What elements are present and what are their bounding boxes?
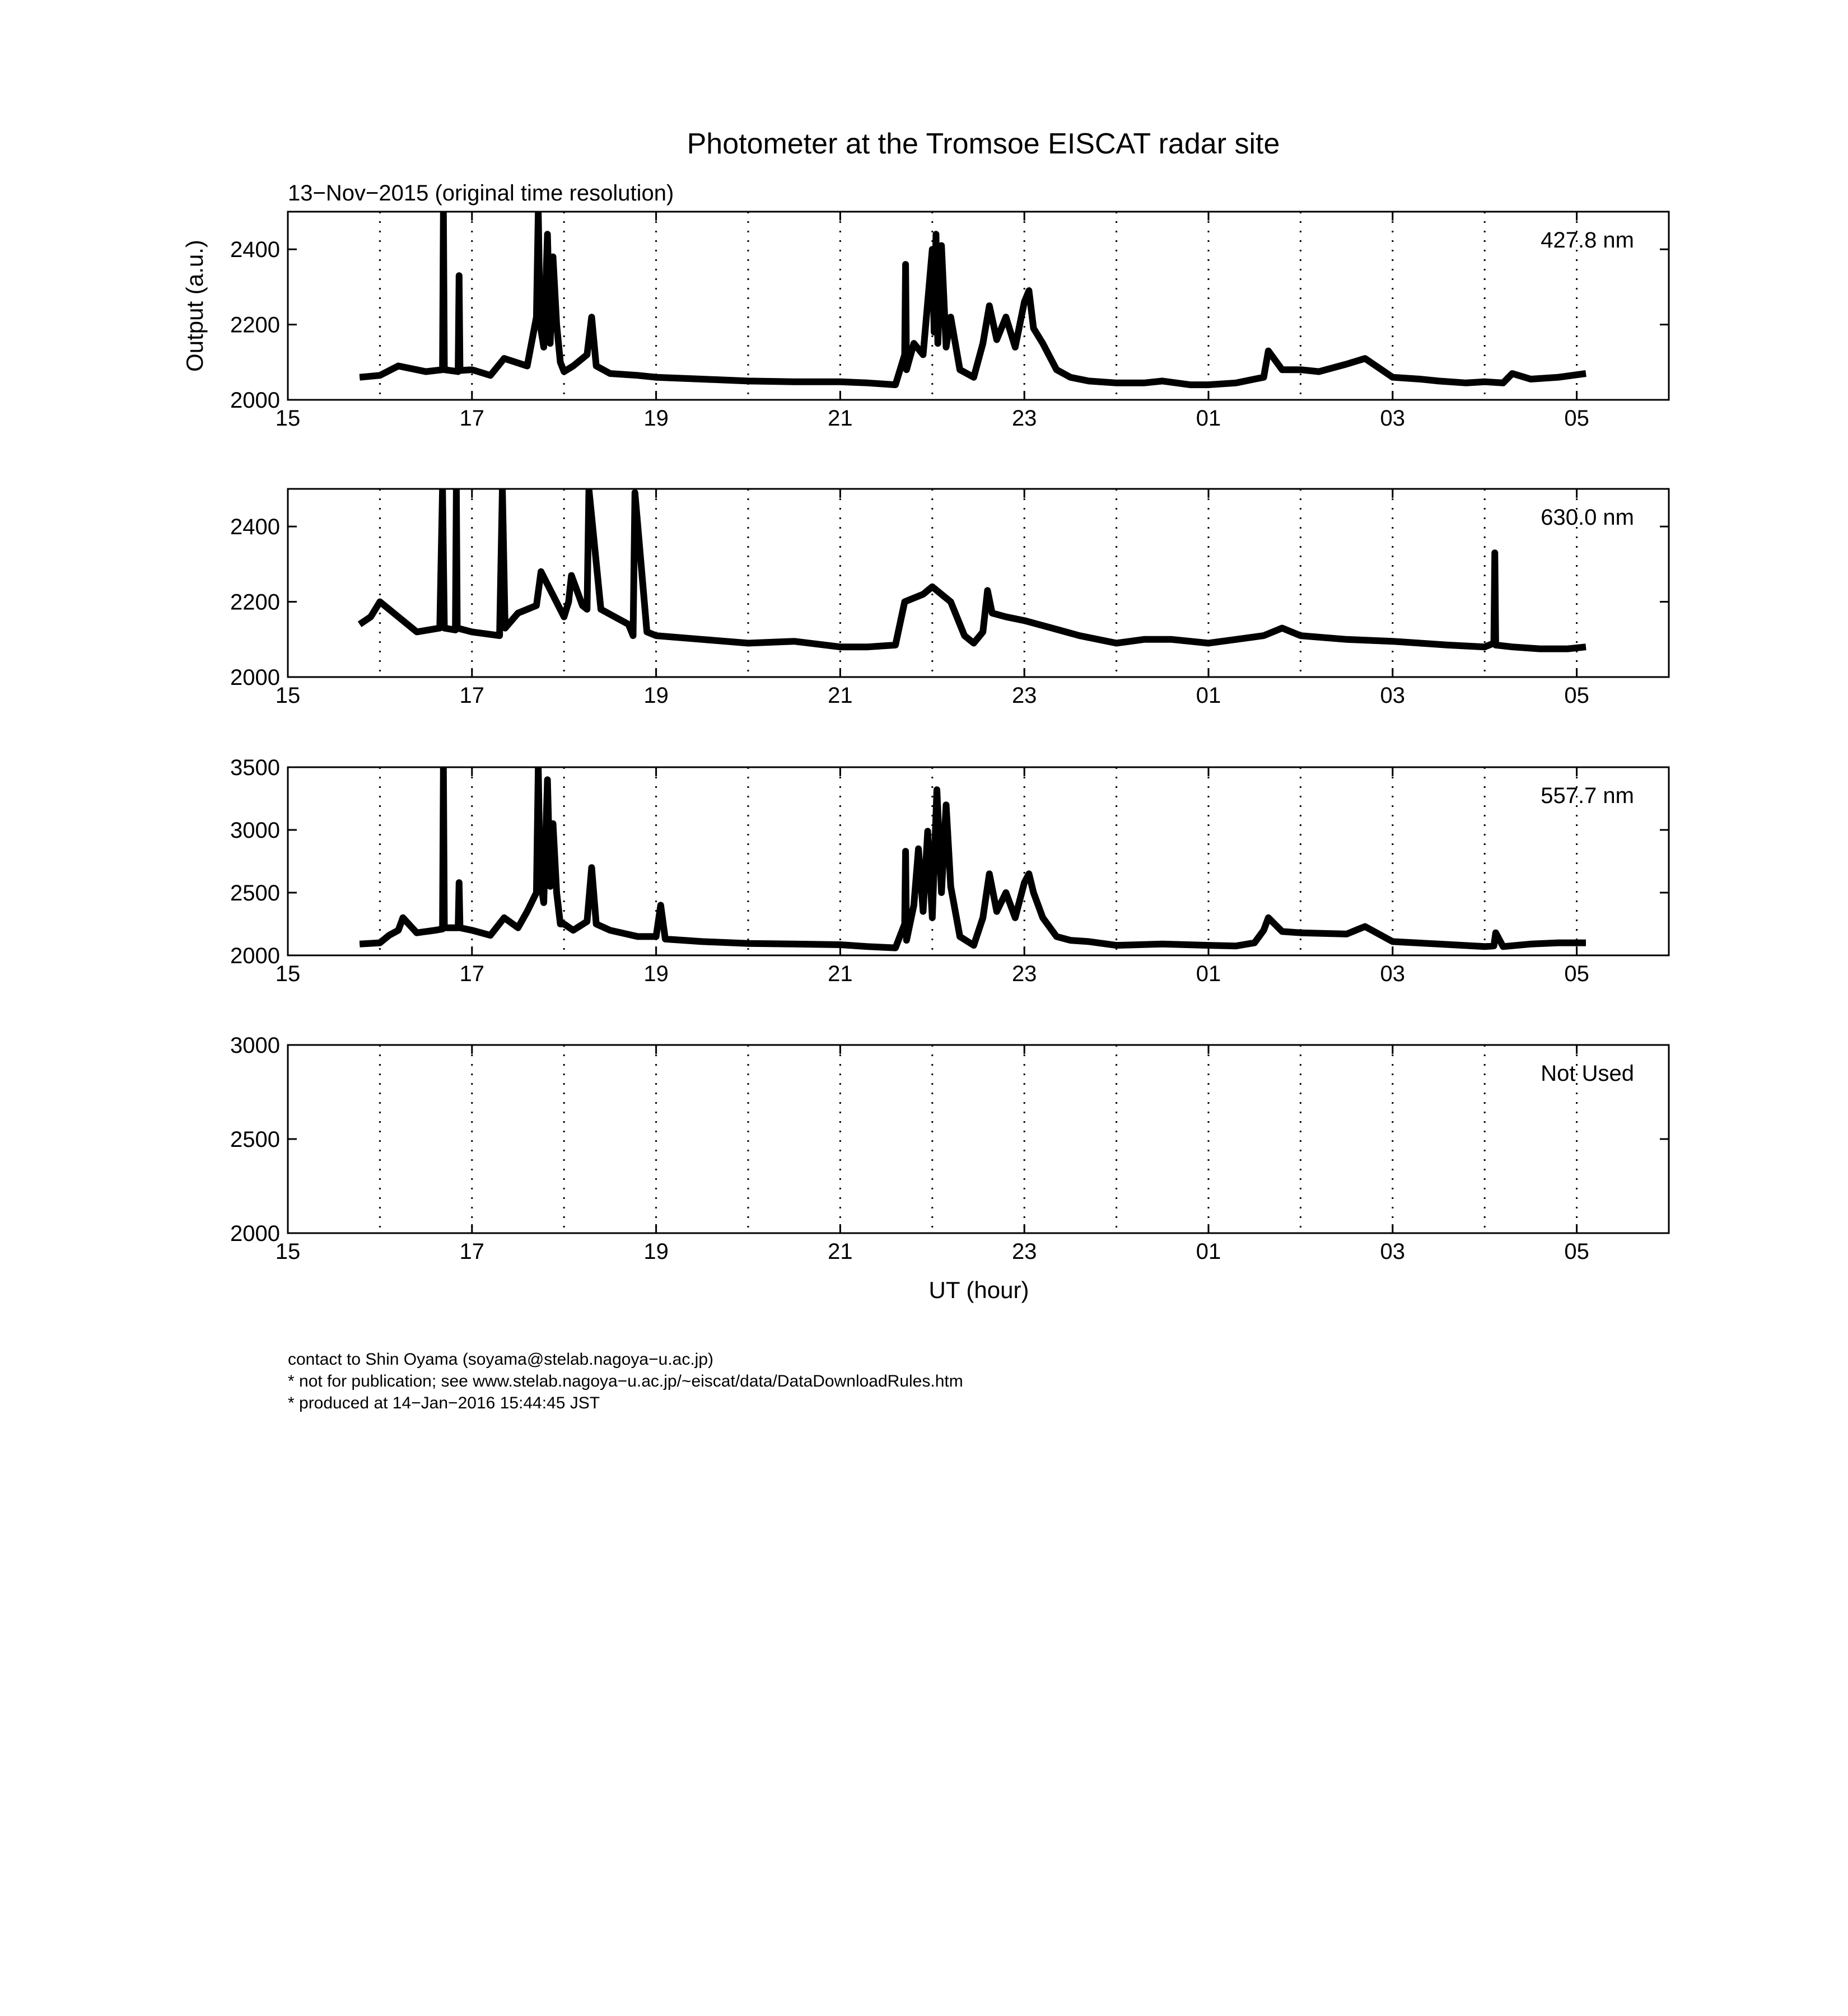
x-tick-label: 05 [1564,406,1589,431]
data-line [360,212,1586,385]
y-tick-label: 3500 [230,755,280,780]
y-tick-label: 2000 [230,944,280,968]
y-tick-label: 2000 [230,1221,280,1246]
panel-wavelength-label: Not Used [1541,1061,1634,1086]
y-tick-label: 2000 [230,665,280,690]
footer-contact: contact to Shin Oyama (soyama@stelab.nagoya−u.ac.jp) [288,1350,714,1369]
x-tick-label: 01 [1196,1239,1221,1264]
chart-subtitle: 13−Nov−2015 (original time resolution) [288,181,674,206]
data-line [360,489,1586,649]
x-tick-label: 03 [1380,962,1406,986]
x-tick-label: 21 [828,962,853,986]
x-tick-label: 21 [828,1239,853,1264]
x-tick-label: 15 [275,962,301,986]
y-tick-label: 2400 [230,515,280,540]
panel-wavelength-label: 427.8 nm [1541,228,1634,253]
y-tick-label: 3000 [230,818,280,843]
x-tick-label: 03 [1380,683,1406,708]
y-tick-label: 2200 [230,312,280,338]
panel-2 [230,489,1669,708]
panel-3 [230,755,1669,986]
x-tick-label: 05 [1564,1239,1589,1264]
footer-notes [288,1348,963,1414]
data-line [360,767,1586,948]
x-tick-label: 21 [828,683,853,708]
x-tick-label: 23 [1011,962,1037,986]
x-tick-label: 19 [643,1239,669,1264]
x-axis-label: UT (hour) [928,1277,1029,1303]
x-tick-label: 05 [1564,683,1589,708]
x-tick-label: 01 [1196,962,1221,986]
panels-group [230,212,1669,1264]
x-tick-label: 15 [275,683,301,708]
footer-produced: * produced at 14−Jan−2016 15:44:45 JST [288,1394,600,1412]
x-tick-label: 03 [1380,406,1406,431]
y-tick-label: 2500 [230,881,280,906]
panel-4 [230,1033,1669,1264]
y-axis-label: Output (a.u.) [181,240,208,372]
x-tick-label: 19 [643,406,669,431]
x-tick-label: 15 [275,406,301,431]
x-tick-label: 23 [1011,406,1037,431]
y-tick-label: 2400 [230,237,280,263]
x-tick-label: 17 [459,406,485,431]
x-tick-label: 15 [275,1239,301,1264]
x-tick-label: 23 [1011,683,1037,708]
chart-title: Photometer at the Tromsoe EISCAT radar site [687,128,1280,160]
y-tick-label: 2000 [230,388,280,413]
x-tick-label: 05 [1564,962,1589,986]
panel-frame [288,1045,1669,1233]
x-tick-label: 19 [643,683,669,708]
footer-notice: * not for publication; see www.stelab.nagoya−u.ac.jp/~eiscat/data/DataDownloadRules.htm [288,1372,963,1390]
x-tick-label: 17 [459,962,485,986]
panel-wavelength-label: 557.7 nm [1541,783,1634,808]
panel-1 [230,212,1669,431]
panel-wavelength-label: 630.0 nm [1541,505,1634,530]
x-tick-label: 23 [1011,1239,1037,1264]
x-tick-label: 21 [828,406,853,431]
y-tick-label: 3000 [230,1033,280,1058]
x-tick-label: 01 [1196,406,1221,431]
data-line-peaks [360,489,1586,649]
x-tick-label: 17 [459,1239,485,1264]
x-tick-label: 01 [1196,683,1221,708]
y-tick-label: 2200 [230,590,280,615]
x-tick-label: 17 [459,683,485,708]
y-tick-label: 2500 [230,1127,280,1152]
x-tick-label: 19 [643,962,669,986]
x-tick-label: 03 [1380,1239,1406,1264]
